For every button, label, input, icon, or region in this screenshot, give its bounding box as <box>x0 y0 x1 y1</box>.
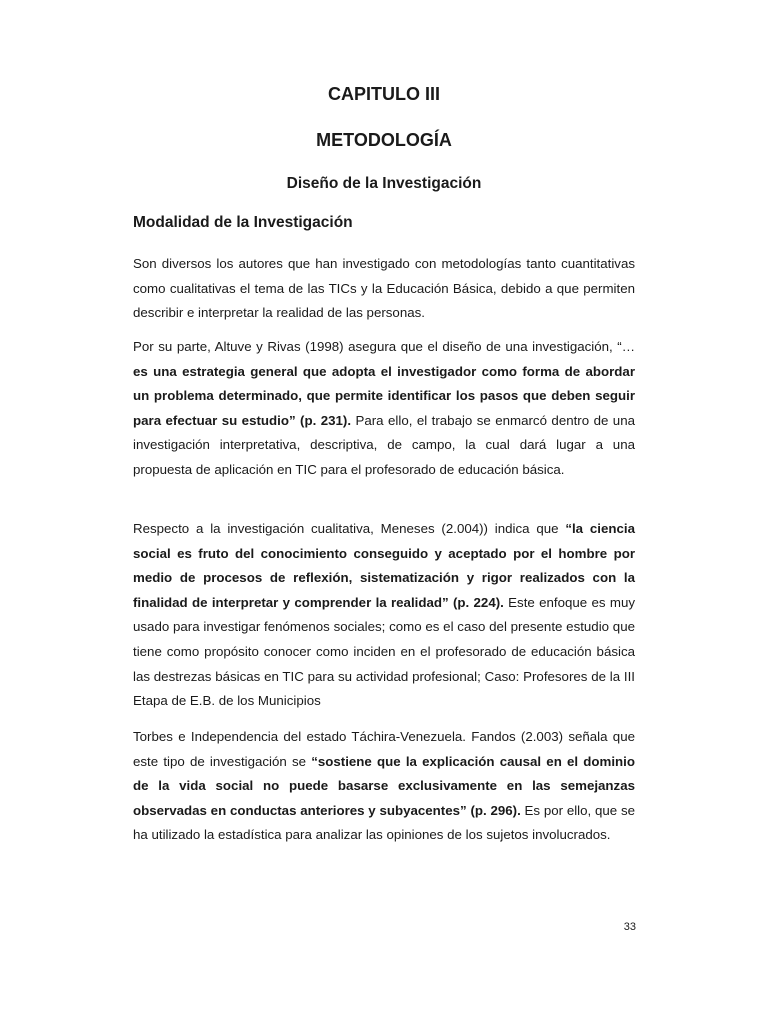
quote-run: “la ciencia social es fruto del conocimiento conseguido y aceptado por el hombre por medio de procesos de reflexión, sistematización y rigor realizados con la finalidad de interpretar y comprender la realidad” (p. 224). <box>133 521 635 610</box>
paragraph-3 <box>133 517 635 714</box>
chapter-title: METODOLOGÍA <box>316 130 452 150</box>
chapter-subtitle: Diseño de la Investigación <box>286 175 482 192</box>
quote-run: “sostiene que la explicación causal en el dominio de la vida social no puede basarse exclusivamente en las semejanzas observadas en conductas anteriores y subyacentes” (p. 296). <box>133 753 635 818</box>
section-title: Modalidad de la Investigación <box>133 214 353 231</box>
chapter-heading: CAPITULO III <box>328 84 440 104</box>
paragraph-4 <box>133 725 635 848</box>
paragraph-run: Respecto a la investigación cualitativa, Meneses (2.004)) indica que <box>133 521 566 536</box>
paragraph-run: Es por ello, que se ha utilizado la estadística para analizar las opiniones de los sujetos involucrados. <box>133 802 635 843</box>
paragraph-run: Este enfoque es muy usado para investigar fenómenos sociales; como es el caso del presente estudio que tiene como propósito conocer como inciden en el profesorado de educación básica las destrezas básicas en TIC para su actividad profesional; Caso: Profesores de la III Etapa de E.B. de los Municipios <box>133 594 635 709</box>
paragraph-run: Son diversos los autores que han investigado con metodologías tanto cuantitativas como cualitativas el tema de las TICs y la Educación Básica, debido a que permiten describir e interpretar la realidad de las personas. <box>133 256 635 321</box>
page-number: 33 <box>623 921 636 933</box>
paragraph-run: Por su parte, Altuve y Rivas (1998) asegura que el diseño de una investigación, “… <box>133 339 635 354</box>
paragraph-2 <box>133 335 635 483</box>
paragraph-run: Torbes e Independencia del estado Táchira-Venezuela. Fandos (2.003) señala que este tipo de investigación se <box>133 729 635 769</box>
paragraph-run: Para ello, el trabajo se enmarcó dentro de una investigación interpretativa, descriptiva, de campo, la cual dará lugar a una propuesta de aplicación en TIC para el profesorado de educación básica. <box>133 412 635 477</box>
paragraph-1 <box>133 252 635 326</box>
quote-run: es una estrategia general que adopta el investigador como forma de abordar un problema determinado, que permite identificar los pasos que deben seguir para efectuar su estudio” (p. 231). <box>133 363 635 428</box>
